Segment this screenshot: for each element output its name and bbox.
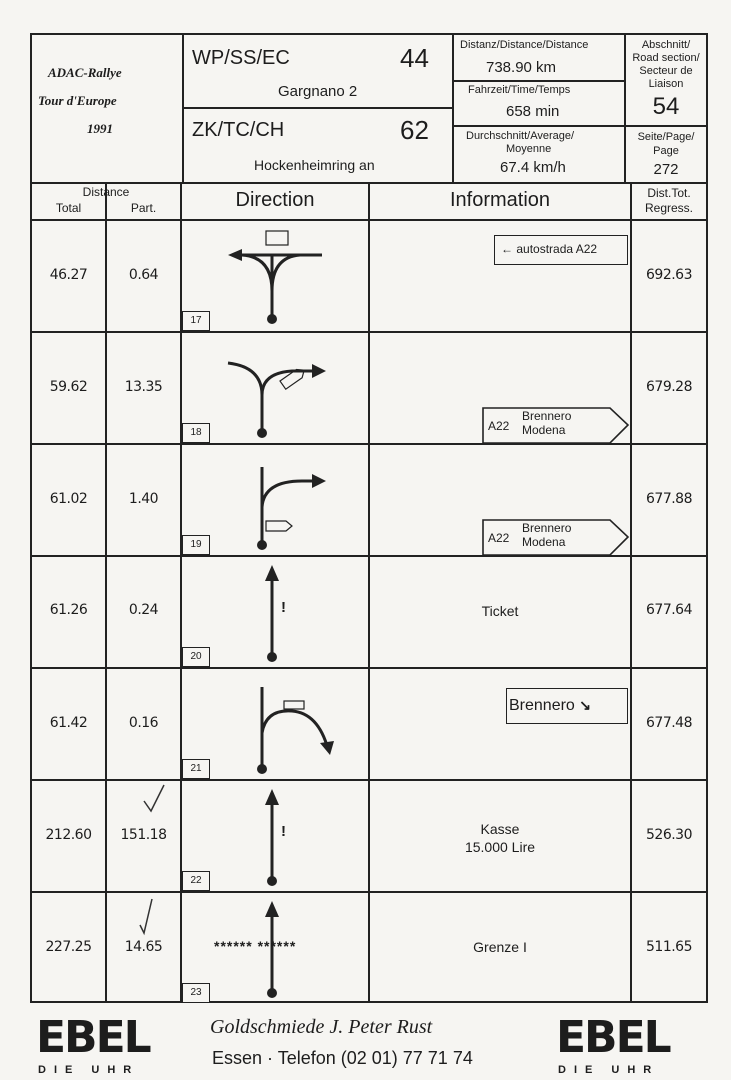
section-label-2: Road section/ [632,52,700,64]
regress-distance: 677.88 [646,491,692,507]
distance-label: Distanz/Distance/Distance [460,39,589,51]
sign-road-number: A22 [488,419,510,433]
ebel-logo-right: EBEL [556,1012,670,1063]
control-code-label: ZK/TC/CH [192,119,285,141]
event-year: 1991 [87,121,113,136]
instruction-number: 22 [182,871,210,891]
time-label: Fahrzeit/Time/Temps [468,84,571,96]
partial-distance: 13.35 [124,379,163,395]
event-name-line2: Tour d'Europe [38,93,117,108]
check-mark-icon [142,783,166,813]
sign-destination: Modena [522,535,566,549]
total-distance: 59.62 [49,379,88,395]
total-distance: 61.26 [49,602,88,618]
regress-distance: 679.28 [646,379,692,395]
regress-distance: 692.63 [646,267,692,283]
total-distance: 227.25 [45,939,92,955]
partial-distance: 14.65 [124,939,163,955]
ebel-tagline-left: DIE UHR [38,1064,140,1076]
border-line-mark: ****** ****** [214,938,297,954]
road-sign [494,235,628,265]
sign-destination: Modena [522,423,566,437]
info-text: Kasse [480,821,520,837]
event-name-line1: ADAC-Rallye [48,65,122,80]
stage-code-label: WP/SS/EC [192,47,290,69]
average-label-2: Moyenne [506,143,552,155]
col-direction: Direction [235,189,315,211]
partial-distance: 0.24 [128,602,159,618]
roadbook-page [30,33,708,1003]
sign-road-number: A22 [488,531,510,545]
tulip-curve-right-icon [182,669,368,779]
average-label-1: Durchschnitt/Average/ [466,130,575,142]
total-distance: 46.27 [49,267,88,283]
sponsor-name: Goldschmiede J. Peter Rust [210,1016,433,1038]
partial-distance: 151.18 [120,827,167,843]
total-distance: 61.02 [49,491,88,507]
page-label-1: Seite/Page/ [637,131,695,143]
sign-destination: Brennero [522,409,572,423]
regress-distance: 526.30 [646,827,692,843]
instruction-number: 20 [182,647,210,667]
regress-distance: 677.64 [646,602,692,618]
tulip-turn-left-icon [182,221,368,331]
page-value: 272 [653,161,679,178]
ebel-tagline-right: DIE UHR [558,1064,660,1076]
col-distance: Distance [82,185,130,199]
instruction-number: 23 [182,983,210,1003]
partial-distance: 0.64 [128,267,159,283]
section-label-4: Liaison [648,78,684,90]
control-name: Hockenheimring an [254,157,375,173]
col-partial: Part. [130,201,157,215]
distance-value: 738.90 km [486,59,557,76]
col-regress: Regress. [644,201,694,215]
stage-name: Gargnano 2 [278,83,358,100]
partial-distance: 0.16 [128,715,159,731]
total-distance: 212.60 [45,827,92,843]
col-information: Information [449,189,551,211]
check-mark-icon [138,897,158,937]
sign-text: Brennero [509,697,575,714]
time-value: 658 min [506,103,560,120]
instruction-number: 18 [182,423,210,443]
total-distance: 61.42 [49,715,88,731]
sponsor-footer [0,1008,731,1080]
col-dist-tot: Dist.Tot. [647,186,691,200]
instruction-number: 19 [182,535,210,555]
regress-distance: 677.48 [646,715,692,731]
average-value: 67.4 km/h [500,159,566,176]
section-label-3: Secteur de [639,65,693,77]
tulip-turn-right-icon [182,445,368,555]
sign-text: autostrada A22 [516,242,598,256]
arrow-left-icon: ← [501,242,513,256]
roadbook-header [32,35,706,182]
instruction-number: 17 [182,311,210,331]
control-code-value: 62 [400,115,429,145]
tulip-straight-icon [182,781,368,891]
sponsor-contact: Essen · Telefon (02 01) 77 71 74 [212,1048,473,1068]
sign-destination: Brennero [522,521,572,535]
info-text: Ticket [481,603,519,619]
regress-distance: 511.65 [646,939,692,955]
instruction-number: 21 [182,759,210,779]
section-value: 54 [652,93,680,120]
caution-mark: ! [281,823,286,840]
tulip-straight-icon [182,557,368,667]
info-text: Grenze I [473,939,527,955]
caution-mark: ! [281,599,286,616]
info-text: 15.000 Lire [464,839,536,855]
arrow-down-right-icon: ↘ [579,697,592,713]
section-label-1: Abschnitt/ [641,39,691,51]
stage-code-value: 44 [400,43,429,73]
tulip-fork-right-icon [182,333,368,443]
ebel-logo-left: EBEL [36,1012,150,1063]
page-label-2: Page [653,145,679,157]
road-sign [506,688,628,724]
col-total: Total [55,201,82,215]
partial-distance: 1.40 [128,491,159,507]
